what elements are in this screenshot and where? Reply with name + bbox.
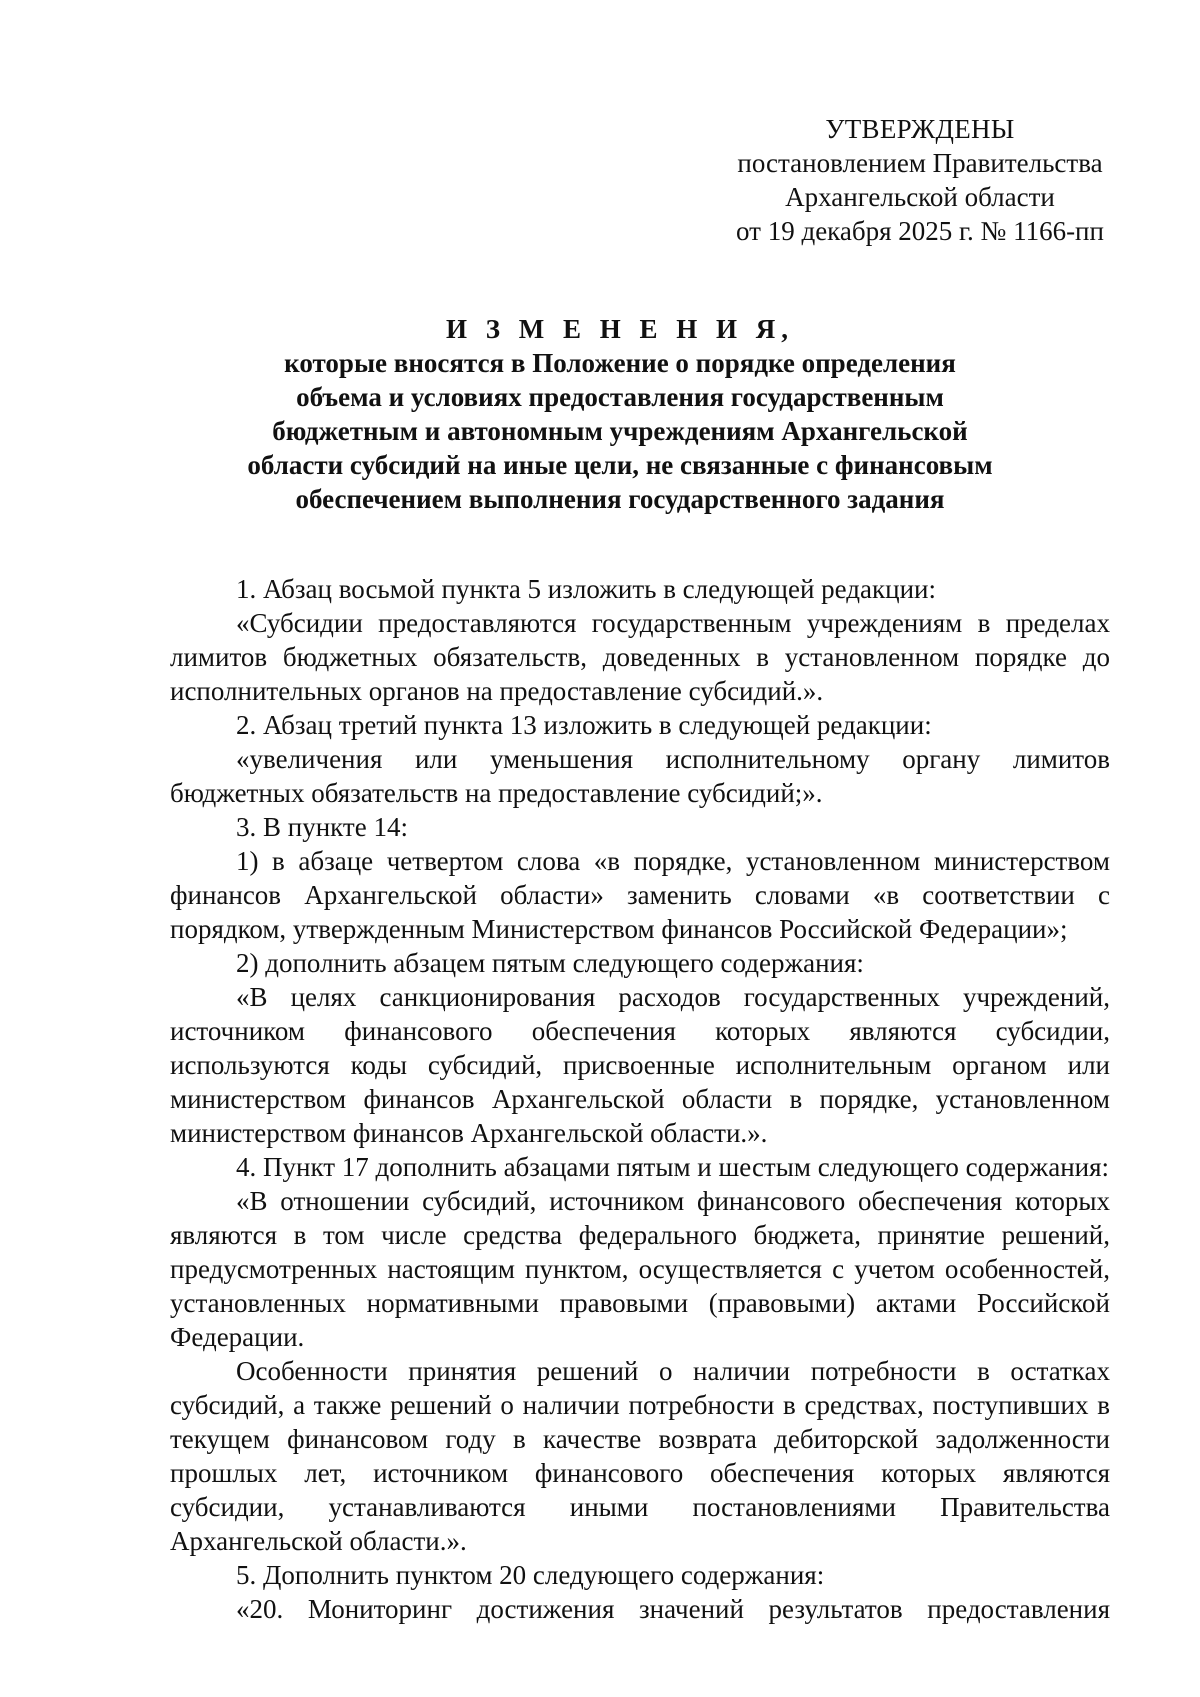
paragraph: 2) дополнить абзацем пятым следующего содержания: <box>236 948 864 978</box>
approval-date-line: от 19 декабря 2025 г. № 1166-пп <box>736 216 1104 246</box>
document-body <box>170 572 1110 1626</box>
title-line: которые вносятся в Положение о порядке определения <box>284 348 956 378</box>
paragraph: 4. Пункт 17 дополнить абзацами пятым и шестым следующего содержания: <box>236 1152 1110 1182</box>
paragraph: «Субсидии предоставляются государственным учреждениям в пределах лимитов бюджетных обязательств, доведенных в установленном порядке до исполнительных органов на предоставление субсидий.». <box>170 608 1110 706</box>
approval-stamp <box>705 112 1135 248</box>
paragraph: «20. Мониторинг достижения значений результатов предоставления <box>236 1594 1110 1624</box>
paragraph: «увеличения или уменьшения исполнительному органу лимитов бюджетных обязательств на предоставление субсидий;». <box>170 744 1110 808</box>
paragraph: «В отношении субсидий, источником финансового обеспечения которых являются в том числе средства федерального бюджета, принятие решений, предусмотренных настоящим пунктом, осуществляется с учетом особенностей, установленных нормативными правовыми (правовыми) актами Российской Федерации. <box>170 1186 1110 1352</box>
title-line: бюджетным и автономным учреждениям Архангельской <box>272 416 968 446</box>
paragraph: Особенности принятия решений о наличии потребности в остатках субсидий, а также решений о наличии потребности в средствах, поступивших в текущем финансовом году в качестве возврата дебиторской задолженности прошлых лет, источником финансового обеспечения которых являются субсидии, устанавливаются иными постановлениями Правительства Архангельской области.». <box>170 1356 1110 1556</box>
paragraph: 3. В пункте 14: <box>236 812 408 842</box>
paragraph: 1. Абзац восьмой пункта 5 изложить в следующей редакции: <box>236 574 936 604</box>
approval-line: постановлением Правительства <box>737 148 1103 178</box>
paragraph: 2. Абзац третий пункта 13 изложить в следующей редакции: <box>236 710 932 740</box>
approval-heading: УТВЕРЖДЕНЫ <box>825 114 1015 144</box>
paragraph: 5. Дополнить пунктом 20 следующего содержания: <box>236 1560 825 1590</box>
title-word: И З М Е Н Е Н И Я, <box>445 314 794 344</box>
title-line: обеспечением выполнения государственного задания <box>295 484 945 514</box>
paragraph: 1) в абзаце четвертом слова «в порядке, установленном министерством финансов Архангельской области» заменить словами «в соответствии с порядком, утвержденным Министерством финансов Российской Федерации»; <box>170 846 1110 944</box>
document-title <box>215 312 1025 516</box>
paragraph: «В целях санкционирования расходов государственных учреждений, источником финансового обеспечения которых являются субсидии, используются коды субсидий, присвоенные исполнительным органом или министерством финансов Архангельской области в порядке, установленном министерством финансов Архангельской области.». <box>170 982 1110 1148</box>
title-line: объема и условиях предоставления государственным <box>296 382 944 412</box>
approval-line: Архангельской области <box>785 182 1055 212</box>
title-line: области субсидий на иные цели, не связанные с финансовым <box>247 450 993 480</box>
